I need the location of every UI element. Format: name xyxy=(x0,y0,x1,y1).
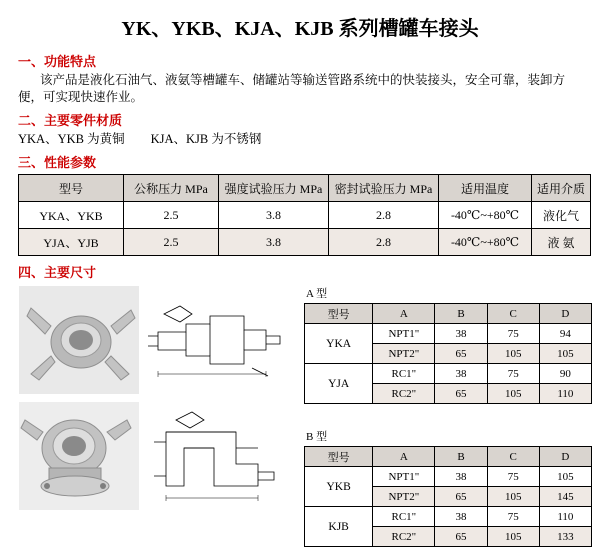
product-drawing-b xyxy=(140,402,290,510)
cell-a: RC1" xyxy=(373,364,435,384)
cell-model: YKA xyxy=(305,324,373,364)
performance-table xyxy=(18,174,591,256)
product-photo-a xyxy=(18,285,140,395)
cell-model: KJB xyxy=(305,507,373,547)
cell-a: RC1" xyxy=(373,507,435,527)
materials-right: KJA、KJB 为不锈钢 xyxy=(150,132,262,146)
cell-d: 94 xyxy=(539,324,591,344)
cell-d: 110 xyxy=(539,507,591,527)
column-header: B xyxy=(435,447,487,467)
table-header-row xyxy=(305,447,592,467)
cell-b: 65 xyxy=(435,527,487,547)
table-row xyxy=(305,507,592,527)
section-heading-dimensions: 四、主要尺寸 xyxy=(18,265,97,280)
cell-seal-pressure: 2.8 xyxy=(329,229,439,256)
cell-b: 38 xyxy=(435,364,487,384)
table-header-row xyxy=(305,304,592,324)
cell-temperature: -40℃~+80℃ xyxy=(439,229,532,256)
cell-nominal-pressure: 2.5 xyxy=(124,202,219,229)
column-header: A xyxy=(373,447,435,467)
cell-c: 105 xyxy=(487,527,539,547)
cell-c: 105 xyxy=(487,344,539,364)
cell-c: 105 xyxy=(487,384,539,404)
column-header: 强度试验压力 MPa xyxy=(219,175,329,202)
cell-model: YJA、YJB xyxy=(19,229,124,256)
cell-c: 75 xyxy=(487,364,539,384)
cell-model: YJA xyxy=(305,364,373,404)
product-row-b xyxy=(18,401,298,511)
cell-d: 110 xyxy=(539,384,591,404)
cell-b: 38 xyxy=(435,507,487,527)
cell-b: 65 xyxy=(435,487,487,507)
column-header: D xyxy=(539,304,591,324)
column-header: 密封试验压力 MPa xyxy=(329,175,439,202)
dimension-table-a-label: A 型 xyxy=(306,288,328,300)
dimension-table-a xyxy=(304,303,592,404)
cell-a: NPT1" xyxy=(373,324,435,344)
cell-medium: 液化气 xyxy=(532,202,591,229)
cell-d: 105 xyxy=(539,467,591,487)
product-photo-b xyxy=(18,401,140,511)
column-header: 公称压力 MPa xyxy=(124,175,219,202)
column-header: D xyxy=(539,447,591,467)
features-text xyxy=(18,72,586,106)
dimension-tables-column xyxy=(304,285,594,551)
features-body: 该产品是液化石油气、液氨等槽罐车、储罐站等输送管路系统中的快装接头，安全可靠，装卸方便，可实现快速作业。 xyxy=(18,73,566,104)
column-header: C xyxy=(487,447,539,467)
dimension-table-b-label: B 型 xyxy=(306,431,328,443)
section-heading-performance: 三、性能参数 xyxy=(18,155,97,170)
cell-c: 75 xyxy=(487,507,539,527)
product-drawing-a xyxy=(140,286,290,394)
dimension-table-b xyxy=(304,446,592,547)
cell-medium: 液 氨 xyxy=(532,229,591,256)
column-header: 型号 xyxy=(305,304,373,324)
cell-model: YKA、YKB xyxy=(19,202,124,229)
cell-nominal-pressure: 2.5 xyxy=(124,229,219,256)
product-row-a xyxy=(18,285,298,395)
cell-c: 75 xyxy=(487,324,539,344)
cell-a: RC2" xyxy=(373,527,435,547)
product-images-column xyxy=(18,285,298,517)
table-row xyxy=(305,364,592,384)
table-row xyxy=(305,324,592,344)
page-title: YK、YKB、KJA、KJB 系列槽罐车接头 xyxy=(121,18,479,40)
cell-a: RC2" xyxy=(373,384,435,404)
cell-c: 75 xyxy=(487,467,539,487)
cell-b: 38 xyxy=(435,467,487,487)
materials-text xyxy=(18,131,586,148)
cell-d: 133 xyxy=(539,527,591,547)
technical-drawing-a xyxy=(140,286,290,394)
table-row xyxy=(19,229,591,256)
coupling-photo-a-graphic xyxy=(19,286,139,394)
cell-strength-pressure: 3.8 xyxy=(219,202,329,229)
coupling-photo-b-graphic xyxy=(19,402,139,510)
cell-b: 65 xyxy=(435,344,487,364)
column-header: 型号 xyxy=(19,175,124,202)
cell-c: 105 xyxy=(487,487,539,507)
cell-a: NPT1" xyxy=(373,467,435,487)
cell-a: NPT2" xyxy=(373,487,435,507)
cell-temperature: -40℃~+80℃ xyxy=(439,202,532,229)
cell-model: YKB xyxy=(305,467,373,507)
cell-d: 145 xyxy=(539,487,591,507)
column-header: 型号 xyxy=(305,447,373,467)
cell-b: 65 xyxy=(435,384,487,404)
cell-b: 38 xyxy=(435,324,487,344)
cell-a: NPT2" xyxy=(373,344,435,364)
table-header-row xyxy=(19,175,591,202)
column-header: A xyxy=(373,304,435,324)
column-header: B xyxy=(435,304,487,324)
table-row xyxy=(19,202,591,229)
cell-d: 90 xyxy=(539,364,591,384)
dimensions-section xyxy=(12,285,588,543)
materials-left: YKA、YKB 为黄铜 xyxy=(18,132,125,146)
column-header: 适用介质 xyxy=(532,175,591,202)
cell-seal-pressure: 2.8 xyxy=(329,202,439,229)
cell-d: 105 xyxy=(539,344,591,364)
table-row xyxy=(305,467,592,487)
cell-strength-pressure: 3.8 xyxy=(219,229,329,256)
column-header: 适用温度 xyxy=(439,175,532,202)
technical-drawing-b xyxy=(140,402,290,510)
column-header: C xyxy=(487,304,539,324)
section-heading-features: 一、功能特点 xyxy=(18,54,97,69)
section-heading-materials: 二、主要零件材质 xyxy=(18,113,123,128)
